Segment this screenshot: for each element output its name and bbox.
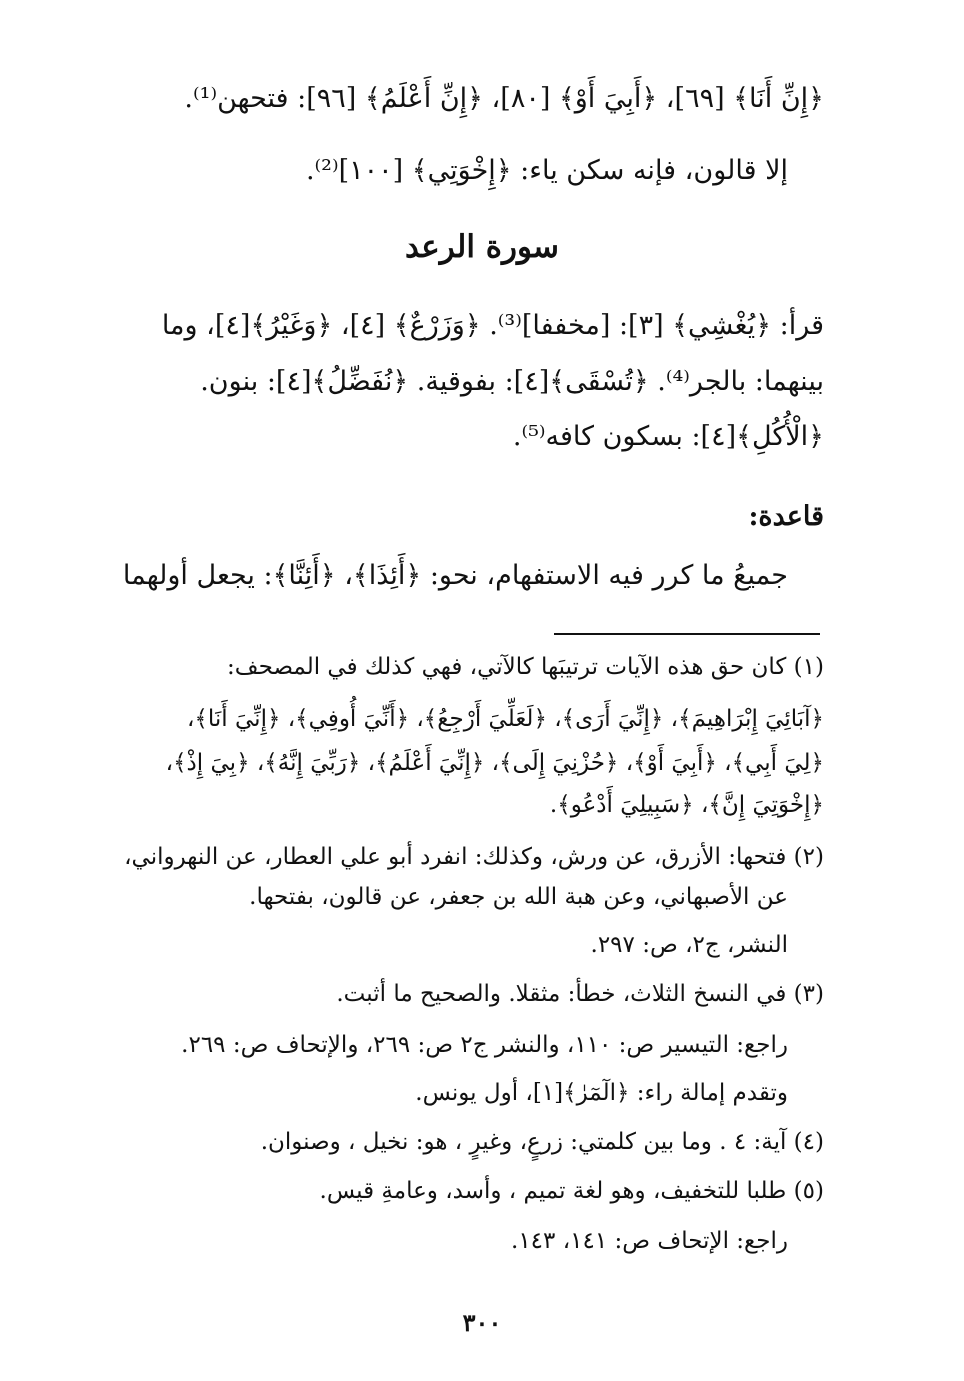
section-line-2: بينهما: بالجر⁽⁴⁾. ﴿تُسْقَى﴾[٤]: بفوقية. ﴿نُفَضِّلُ﴾[٤]: بنون. [200, 366, 824, 397]
footnote-line: عن الأصبهاني، وعن هبة الله بن جعفر، عن قالون، بفتحها. [249, 884, 788, 910]
footnote-line: النشر، ج٢، ص: ٢٩٧. [590, 932, 788, 958]
surah-title: سورة الرعد [405, 229, 559, 265]
footnote-line: ﴿آبَائِيَ إِبْرَاهِيمَ﴾، ﴿إِنِّيَ أَرَى﴾، ﴿لَعَلِّيَ أَرْجِعُ﴾، ﴿أَنِّيَ أُوفِي﴾، ﴿إِنِّيَ أَنَا﴾، [187, 706, 824, 732]
footnote-line: راجع: الإتحاف ص: ١٤١، ١٤٣. [511, 1228, 788, 1254]
rule-heading: قاعدة: [748, 501, 824, 532]
rule-text: جميعُ ما كرر فيه الاستفهام، نحو: ﴿أَئِذَا﴾، ﴿أَئِنَّا﴾: يجعل أولهما [122, 560, 788, 591]
section-line-3: ﴿الْأُكُلِ﴾[٤]: بسكون كافه⁽⁵⁾. [512, 421, 824, 452]
footnote-line: (٢) فتحها: الأزرق، عن ورش، وكذلك: انفرد أبو علي العطار، عن النهرواني، [124, 844, 824, 870]
page-number: ٣٠٠ [462, 1308, 502, 1337]
footnote-line: ﴿لِيَ أَبِي﴾، ﴿أَبِيَ أَوْ﴾، ﴿حُزْنِيَ إِلَى﴾، ﴿إِنِّيَ أَعْلَمُ﴾، ﴿رَبِّيَ إِنَّهُ﴾، ﴿بِيَ إِذْ﴾، [165, 750, 824, 776]
footnote-line: راجع: التيسير ص: ١١٠، والنشر ج٢ ص: ٢٦٩، والإتحاف ص: ٢٦٩. [181, 1032, 788, 1058]
footnote-line: (٤) آية: ٤ . وما بين كلمتي: زرعٍ، وغيرٍ ، هو: نخيل ، وصنوان. [260, 1129, 824, 1155]
footnote-line: (٣) في النسخ الثلاث، خطأ: مثقلا. والصحيح ما أثبت. [336, 981, 824, 1007]
footnote-separator [554, 633, 820, 635]
footnote-line: (١) كان حق هذه الآيات ترتيبَها كالآتي، فهي كذلك في المصحف: [227, 654, 824, 680]
footnote-line: وتقدم إمالة راء: ﴿الٓمٓرٰ﴾[١]، أول يونس. [415, 1080, 788, 1106]
main-line-2: إلا قالون، فإنه سكن ياء: ﴿إِخْوَتِي﴾ [١٠٠]⁽²⁾. [305, 155, 788, 186]
footnote-line: ﴿إِخْوَتِيَ إِنَّ﴾، ﴿سَبِيلِيَ أَدْعُو﴾. [549, 792, 824, 818]
main-line-1: ﴿إِنِّ أَنَا﴾ [٦٩]، ﴿أَبِيَ أَوْ﴾ [٨٠]، ﴿إِنِّ أَعْلَمُ﴾ [٩٦]: فتحهن⁽¹⁾. [184, 83, 824, 114]
section-line-1: قرأ: ﴿يُغْشِي﴾ [٣]: [مخففا]⁽³⁾. ﴿وَزَرْعٌ﴾ [٤]، ﴿وَغَيْرُ﴾[٤]، وما [161, 310, 824, 341]
footnote-line: (٥) طلبا للتخفيف، وهو لغة تميم ، وأسد، وعامةِ قيس. [319, 1178, 824, 1204]
